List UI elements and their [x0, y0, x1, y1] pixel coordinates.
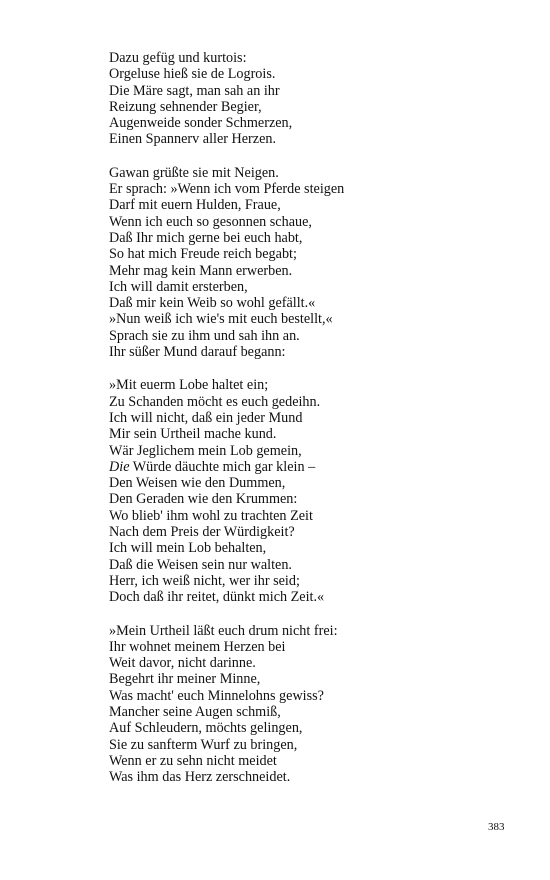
line-text: Den Weisen wie den Dummen,	[109, 475, 286, 492]
line-text: Dazu gefüg und kurtois:	[109, 50, 247, 66]
verse-line	[109, 688, 509, 704]
line-text: Die Märe sagt, man sah an ihr	[109, 82, 280, 99]
verse-line	[109, 475, 509, 491]
verse-line	[109, 769, 509, 785]
line-text: »Nun weiß ich wie's mit euch bestellt,«	[109, 311, 333, 328]
verse-line	[109, 540, 509, 556]
verse-line	[109, 639, 509, 655]
line-text: Daß die Weisen sein nur walten.	[109, 556, 292, 573]
verse-line	[109, 295, 509, 311]
verse-line	[109, 573, 509, 589]
verse-line	[109, 311, 509, 327]
line-text: Mancher seine Augen schmiß,	[109, 703, 281, 720]
line-text: Zu Schanden möcht es euch gedeihn.	[109, 393, 321, 410]
italic-text: Die	[109, 458, 130, 475]
verse-line	[109, 623, 509, 639]
line-text: Einen Spannerv aller Herzen.	[109, 131, 277, 148]
line-text: Weit davor, nicht darinne.	[109, 655, 256, 672]
line-text: Er sprach: »Wenn ich vom Pferde steigen	[109, 181, 345, 198]
verse-line	[109, 83, 509, 99]
verse-line	[109, 655, 509, 671]
verse-line	[109, 508, 509, 524]
line-text: So hat mich Freude reich begabt;	[109, 246, 297, 263]
verse-line	[109, 214, 509, 230]
verse-line	[109, 66, 509, 82]
verse-line	[109, 279, 509, 295]
line-text: Den Geraden wie den Krummen:	[109, 491, 298, 508]
line-text: »Mit euerm Lobe haltet ein;	[109, 377, 269, 394]
stanza	[109, 623, 509, 786]
verse-line	[109, 671, 509, 687]
line-text: »Mein Urtheil läßt euch drum nicht frei:	[109, 622, 338, 639]
line-text: Daß mir kein Weib so wohl gefällt.«	[109, 295, 316, 312]
page-number: 383	[488, 821, 505, 833]
line-text: Ich will damit ersterben,	[109, 278, 248, 295]
verse-line	[109, 459, 509, 475]
verse-line	[109, 165, 509, 181]
poem-text	[109, 50, 509, 802]
verse-line	[109, 410, 509, 426]
line-text: Wo blieb' ihm wohl zu trachten Zeit	[109, 507, 313, 524]
verse-line	[109, 720, 509, 736]
stanza	[109, 377, 509, 605]
verse-line	[109, 443, 509, 459]
line-text: Begehrt ihr meiner Minne,	[109, 671, 261, 688]
line-text: Ich will mein Lob behalten,	[109, 540, 267, 557]
verse-line	[109, 344, 509, 360]
line-text: Mir sein Urtheil mache kund.	[109, 426, 277, 443]
verse-line	[109, 737, 509, 753]
line-text: Ich will nicht, daß ein jeder Mund	[109, 409, 303, 426]
line-text: Reizung sehnender Begier,	[109, 98, 262, 115]
stanza	[109, 50, 509, 148]
verse-line	[109, 704, 509, 720]
line-text: Sprach sie zu ihm und sah ihn an.	[109, 327, 300, 344]
line-text: Doch daß ihr reitet, dünkt mich Zeit.«	[109, 589, 325, 606]
line-text: Was macht' euch Minnelohns gewiss?	[109, 687, 324, 704]
verse-line	[109, 491, 509, 507]
line-text: Würde däuchte mich gar klein –	[129, 458, 316, 475]
stanza	[109, 165, 509, 361]
line-text: Darf mit euern Hulden, Fraue,	[109, 197, 281, 214]
verse-line	[109, 524, 509, 540]
line-text: Sie zu sanfterm Wurf zu bringen,	[109, 736, 298, 753]
line-text: Augenweide sonder Schmerzen,	[109, 115, 293, 132]
line-text: Herr, ich weiß nicht, wer ihr seid;	[109, 572, 300, 589]
verse-line	[109, 377, 509, 393]
verse-line	[109, 557, 509, 573]
line-text: Orgeluse hieß sie de Logrois.	[109, 66, 276, 83]
line-text: Ihr süßer Mund darauf begann:	[109, 344, 286, 361]
line-text: Nach dem Preis der Würdigkeit?	[109, 524, 295, 541]
verse-line	[109, 753, 509, 769]
line-text: Daß Ihr mich gerne bei euch habt,	[109, 229, 303, 246]
line-text: Wenn ich euch so gesonnen schaue,	[109, 213, 312, 230]
verse-line	[109, 131, 509, 147]
verse-line	[109, 99, 509, 115]
verse-line	[109, 50, 509, 66]
verse-line	[109, 426, 509, 442]
line-text: Wär Jeglichem mein Lob gemein,	[109, 442, 302, 459]
verse-line	[109, 263, 509, 279]
line-text: Gawan grüßte sie mit Neigen.	[109, 164, 279, 181]
verse-line	[109, 197, 509, 213]
verse-line	[109, 589, 509, 605]
line-text: Mehr mag kein Mann erwerben.	[109, 262, 293, 279]
verse-line	[109, 394, 509, 410]
line-text: Auf Schleudern, möchts gelingen,	[109, 720, 303, 737]
line-text: Wenn er zu sehn nicht meidet	[109, 752, 277, 769]
verse-line	[109, 181, 509, 197]
verse-line	[109, 328, 509, 344]
verse-line	[109, 115, 509, 131]
verse-line	[109, 246, 509, 262]
line-text: Ihr wohnet meinem Herzen bei	[109, 638, 286, 655]
verse-line	[109, 230, 509, 246]
line-text: Was ihm das Herz zerschneidet.	[109, 769, 291, 786]
